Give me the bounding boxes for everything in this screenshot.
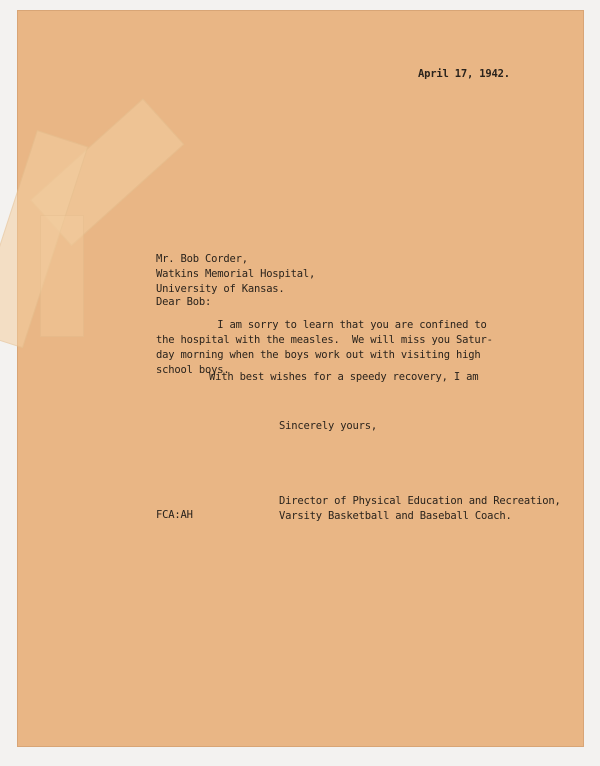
title-line: Director of Physical Education and Recreation, xyxy=(279,495,561,507)
address-line: University of Kansas. xyxy=(156,283,285,295)
letter-body xyxy=(156,318,493,378)
body-line: the hospital with the measles. We will miss you Satur- xyxy=(156,334,493,346)
recipient-address xyxy=(156,252,315,297)
signature-title xyxy=(279,494,561,524)
complimentary-closing: Sincerely yours, xyxy=(279,420,377,432)
body-line: day morning when the boys work out with visiting high xyxy=(156,349,481,361)
tape-strip xyxy=(40,215,84,337)
body-line: I am sorry to learn that you are confined to xyxy=(156,319,487,331)
salutation: Dear Bob: xyxy=(156,296,212,308)
closing-wishes: With best wishes for a speedy recovery, I am xyxy=(209,371,479,383)
body-line: school boys. xyxy=(156,364,230,376)
letter-date: April 17, 1942. xyxy=(418,68,510,80)
title-line: Varsity Basketball and Baseball Coach. xyxy=(279,510,512,522)
address-line: Mr. Bob Corder, xyxy=(156,253,248,265)
address-line: Watkins Memorial Hospital, xyxy=(156,268,316,280)
reference-initials: FCA:AH xyxy=(156,509,193,521)
